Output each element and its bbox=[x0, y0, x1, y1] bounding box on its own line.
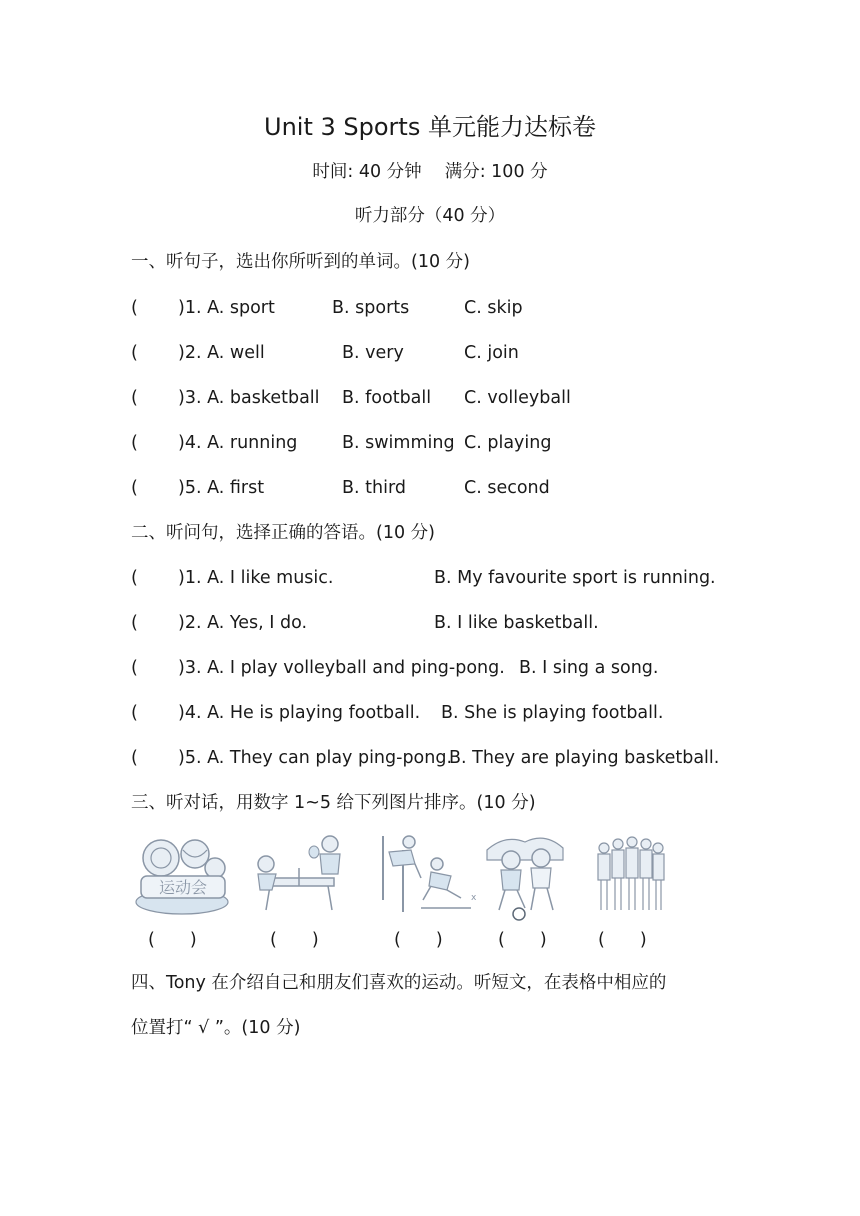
option-b: B. very bbox=[342, 343, 404, 363]
answer-paren[interactable]: ( bbox=[131, 298, 138, 318]
answer-paren[interactable]: ( bbox=[131, 343, 138, 363]
football-picture bbox=[485, 830, 565, 922]
option-a: )4. A. running bbox=[178, 433, 298, 453]
svg-text:x: x bbox=[471, 893, 477, 903]
option-b: B. I sing a song. bbox=[519, 658, 659, 678]
gymnastics-picture bbox=[375, 830, 479, 922]
option-c: C. second bbox=[464, 478, 550, 498]
page-title: Unit 3 Sports 单元能力达标卷 bbox=[264, 113, 596, 141]
option-b: B. She is playing football. bbox=[441, 703, 664, 723]
section1-heading: 一、听句子，选出你所听到的单词。(10 分) bbox=[131, 252, 470, 272]
option-a: )1. A. sport bbox=[178, 298, 275, 318]
section3-heading: 三、听对话，用数字 1~5 给下列图片排序。(10 分) bbox=[131, 793, 536, 813]
option-a: )5. A. first bbox=[178, 478, 265, 498]
answer-paren[interactable]: ( bbox=[131, 433, 138, 453]
picture-order-blank[interactable]: ( ) bbox=[598, 930, 647, 950]
option-a: )3. A. I play volleyball and ping-pong. bbox=[178, 658, 505, 678]
option-b: B. sports bbox=[332, 298, 410, 318]
answer-paren[interactable]: ( bbox=[131, 748, 138, 768]
option-c: C. join bbox=[464, 343, 519, 363]
basketball-team-picture bbox=[594, 830, 666, 922]
answer-paren[interactable]: ( bbox=[131, 658, 138, 678]
option-b: B. swimming bbox=[342, 433, 455, 453]
picture-order-blank[interactable]: ( ) bbox=[148, 930, 197, 950]
option-c: C. playing bbox=[464, 433, 552, 453]
answer-paren[interactable]: ( bbox=[131, 388, 138, 408]
section4-heading-line2: 位置打“ √ ”。(10 分) bbox=[131, 1018, 301, 1038]
listening-part-label: 听力部分（40 分） bbox=[354, 206, 506, 226]
section4-heading-line1: 四、Tony 在介绍自己和朋友们喜欢的运动。听短文，在表格中相应的 bbox=[131, 973, 667, 993]
option-c: C. volleyball bbox=[464, 388, 571, 408]
picture-order-blank[interactable]: ( ) bbox=[498, 930, 547, 950]
option-a: )2. A. well bbox=[178, 343, 265, 363]
exam-info: 时间: 40 分钟 满分: 100 分 bbox=[312, 162, 548, 182]
option-b: B. football bbox=[342, 388, 432, 408]
section2-heading: 二、听问句，选择正确的答语。(10 分) bbox=[131, 523, 435, 543]
sports-meet-picture bbox=[133, 830, 231, 922]
picture-order-blank[interactable]: ( ) bbox=[394, 930, 443, 950]
option-b: B. My favourite sport is running. bbox=[434, 568, 716, 588]
option-b: B. They are playing basketball. bbox=[449, 748, 720, 768]
option-a: )5. A. They can play ping-pong. bbox=[178, 748, 453, 768]
option-a: )2. A. Yes, I do. bbox=[178, 613, 308, 633]
answer-paren[interactable]: ( bbox=[131, 478, 138, 498]
answer-paren[interactable]: ( bbox=[131, 568, 138, 588]
option-b: B. third bbox=[342, 478, 406, 498]
option-c: C. skip bbox=[464, 298, 523, 318]
answer-paren[interactable]: ( bbox=[131, 703, 138, 723]
option-a: )1. A. I like music. bbox=[178, 568, 334, 588]
picture-order-blank[interactable]: ( ) bbox=[270, 930, 319, 950]
svg-text:运动会: 运动会 bbox=[158, 878, 208, 897]
answer-paren[interactable]: ( bbox=[131, 613, 138, 633]
option-a: )4. A. He is playing football. bbox=[178, 703, 421, 723]
option-a: )3. A. basketball bbox=[178, 388, 320, 408]
option-b: B. I like basketball. bbox=[434, 613, 599, 633]
ping-pong-picture bbox=[246, 830, 350, 922]
